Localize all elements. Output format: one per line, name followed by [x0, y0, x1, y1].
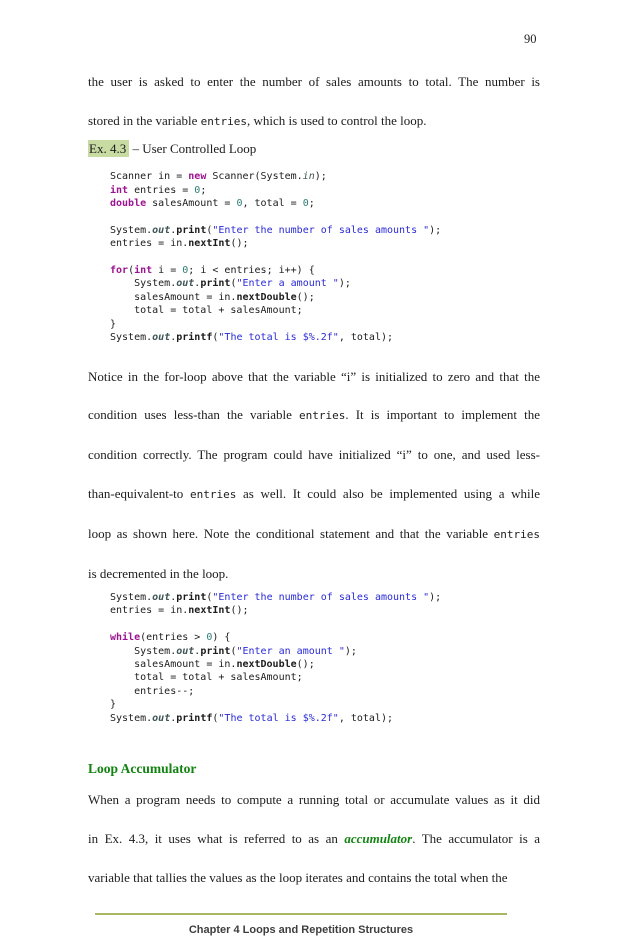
code-line [110, 591, 630, 604]
text-segment: "Enter the number of sales amounts " [212, 224, 430, 236]
footer-divider [95, 913, 507, 915]
text-segment: "The total is $%.2f" [218, 332, 339, 344]
code-line [110, 671, 630, 684]
text-segment: print [176, 591, 207, 603]
code-line [110, 658, 630, 671]
code-line [110, 698, 630, 711]
text-segment: loop as shown here. Note the conditional statement and that the variable [88, 525, 494, 541]
text-segment: entries [493, 527, 540, 541]
code-line [110, 237, 630, 250]
text-segment: condition uses less-than the variable [88, 407, 299, 423]
text-segment: System. [110, 224, 153, 236]
text-segment: , total = [242, 198, 303, 210]
code-block-while-loop [110, 591, 630, 725]
text-segment: . The accumulator is a [412, 830, 540, 846]
text-line [88, 829, 540, 868]
text-segment: ( [230, 278, 237, 290]
text-segment: 0 [182, 265, 189, 277]
text-segment: . [194, 645, 201, 657]
text-segment: ); [429, 224, 442, 236]
text-line [88, 868, 540, 887]
text-segment: (); [230, 605, 249, 617]
code-line [110, 685, 630, 698]
text-segment: } [110, 699, 117, 711]
code-line [110, 604, 630, 617]
code-line [110, 645, 630, 658]
text-segment: System. [110, 712, 153, 724]
text-segment: printf [176, 332, 213, 344]
text-segment: . [170, 712, 177, 724]
page-number: 90 [524, 32, 537, 46]
paragraph-intro [88, 72, 540, 131]
text-segment: print [200, 278, 231, 290]
text-segment: 0 [206, 632, 213, 644]
text-segment: (); [296, 291, 315, 303]
footer-chapter-title: Chapter 4 Loops and Repetition Structures [188, 924, 414, 936]
text-segment: ( [128, 265, 135, 277]
text-line [88, 564, 540, 583]
text-segment: int [134, 265, 153, 277]
text-segment: . [170, 332, 177, 344]
text-line [88, 405, 540, 445]
text-segment: When a program needs to compute a running total or accumulate values as it did [88, 792, 540, 808]
text-segment: out [152, 224, 171, 236]
paragraph-explanation [88, 367, 540, 583]
text-segment: printf [176, 712, 213, 724]
code-line [110, 224, 630, 237]
text-segment: nextInt [188, 605, 231, 617]
text-segment: entries [298, 409, 346, 423]
text-segment: out [176, 278, 195, 290]
text-segment: . [170, 224, 177, 236]
text-segment: new [188, 171, 207, 183]
text-segment: ( [230, 645, 237, 657]
text-segment: entries [189, 487, 237, 501]
code-line [110, 210, 630, 223]
text-segment: salesAmount = in. [110, 291, 237, 303]
text-segment: ; [308, 198, 315, 210]
text-segment: out [152, 332, 171, 344]
text-segment: System. [110, 645, 177, 657]
text-segment: entries--; [110, 685, 195, 697]
text-segment: ); [344, 645, 357, 657]
text-segment: ; [200, 184, 207, 196]
code-line [110, 618, 630, 631]
text-segment: (); [230, 238, 249, 250]
text-segment: Scanner in = [110, 171, 189, 183]
text-line [88, 367, 540, 406]
text-segment: condition correctly. The program could have initialized “i” to one, and used less- [88, 447, 540, 463]
text-segment: System. [110, 332, 153, 344]
text-segment: , total); [338, 712, 394, 724]
code-line [110, 197, 630, 210]
text-line [88, 445, 540, 484]
text-segment: ) { [212, 632, 231, 644]
text-segment: salesAmount = [146, 198, 237, 210]
text-segment: total = total + salesAmount; [110, 305, 303, 317]
text-segment: ); [338, 278, 351, 290]
section-heading-loop-accumulator: Loop Accumulator [88, 761, 197, 777]
text-segment: accumulator [344, 830, 413, 846]
text-line [88, 72, 540, 111]
text-segment: print [176, 224, 207, 236]
text-segment: System. [110, 591, 153, 603]
text-segment: while [110, 632, 141, 644]
text-segment: . [194, 278, 201, 290]
text-line [88, 790, 540, 829]
text-segment: . It is important to implement the [345, 407, 540, 423]
code-line [110, 170, 630, 183]
example-highlight: Ex. 4.3 [88, 140, 129, 157]
text-segment: "Enter a amount " [236, 278, 339, 290]
text-segment: , total); [338, 332, 394, 344]
text-segment: entries = [128, 184, 195, 196]
text-segment: out [152, 591, 171, 603]
text-segment: nextInt [188, 238, 231, 250]
code-line [110, 291, 630, 304]
paragraph-accumulator [88, 790, 540, 887]
text-segment: entries = in. [110, 605, 189, 617]
example-caption-text: – User Controlled Loop [129, 141, 257, 157]
text-segment: in Ex. 4.3, it uses what is referred to as an [88, 830, 345, 846]
text-line [88, 484, 540, 524]
code-line [110, 631, 630, 644]
text-segment: ( [206, 224, 213, 236]
text-segment: entries = in. [110, 238, 189, 250]
text-segment: i = [152, 265, 183, 277]
code-line [110, 264, 630, 277]
text-segment: ); [314, 171, 327, 183]
text-segment: entries [200, 114, 247, 128]
text-segment: ( [206, 591, 213, 603]
text-segment: 0 [302, 198, 309, 210]
text-segment: nextDouble [236, 659, 297, 670]
text-segment: total = total + salesAmount; [110, 672, 303, 684]
code-block-user-controlled-loop [110, 170, 630, 344]
text-segment: Scanner(System. [206, 171, 303, 183]
text-segment: stored in the variable [88, 112, 201, 128]
text-segment: System. [110, 278, 177, 290]
text-segment: is decremented in the loop. [88, 565, 229, 581]
text-segment: out [152, 712, 171, 724]
text-segment: double [110, 198, 147, 210]
code-line [110, 251, 630, 264]
text-segment: (); [296, 659, 315, 670]
text-segment: . [170, 591, 177, 603]
code-line [110, 277, 630, 290]
text-segment: nextDouble [236, 291, 297, 303]
text-segment: for [110, 265, 129, 277]
text-segment: "Enter the number of sales amounts " [212, 591, 430, 603]
text-segment: print [200, 645, 231, 657]
text-segment: int [110, 184, 129, 196]
text-segment: 0 [236, 198, 243, 210]
code-line [110, 184, 630, 197]
text-segment: , which is used to control the loop. [247, 112, 427, 128]
code-line [110, 331, 630, 344]
text-segment: ( [212, 332, 219, 344]
text-segment: salesAmount = in. [110, 659, 237, 670]
code-line [110, 318, 630, 331]
code-line [110, 712, 630, 725]
text-segment: "The total is $%.2f" [218, 712, 339, 724]
text-segment: the user is asked to enter the number of sales amounts to total. The number is [88, 74, 540, 89]
text-segment: ( [212, 712, 219, 724]
text-segment: ); [429, 591, 442, 603]
text-segment: } [110, 318, 117, 330]
text-segment: as well. It could also be implemented using a while [236, 485, 540, 501]
text-segment: variable that tallies the values as the loop iterates and contains the total when the [88, 869, 508, 885]
text-segment: out [176, 645, 195, 657]
text-line [88, 524, 540, 564]
code-line [110, 304, 630, 317]
text-line [88, 111, 540, 131]
text-segment: Notice in the for-loop above that the variable “i” is initialized to zero and that the [88, 368, 540, 384]
text-segment: (entries > [140, 632, 207, 644]
text-segment: 0 [194, 184, 201, 196]
text-segment: than-equivalent-to [88, 485, 190, 501]
example-caption [88, 141, 630, 157]
text-segment: in [302, 171, 315, 183]
text-segment: "Enter an amount " [236, 645, 345, 657]
text-segment: ; i < entries; i++) { [188, 265, 315, 277]
